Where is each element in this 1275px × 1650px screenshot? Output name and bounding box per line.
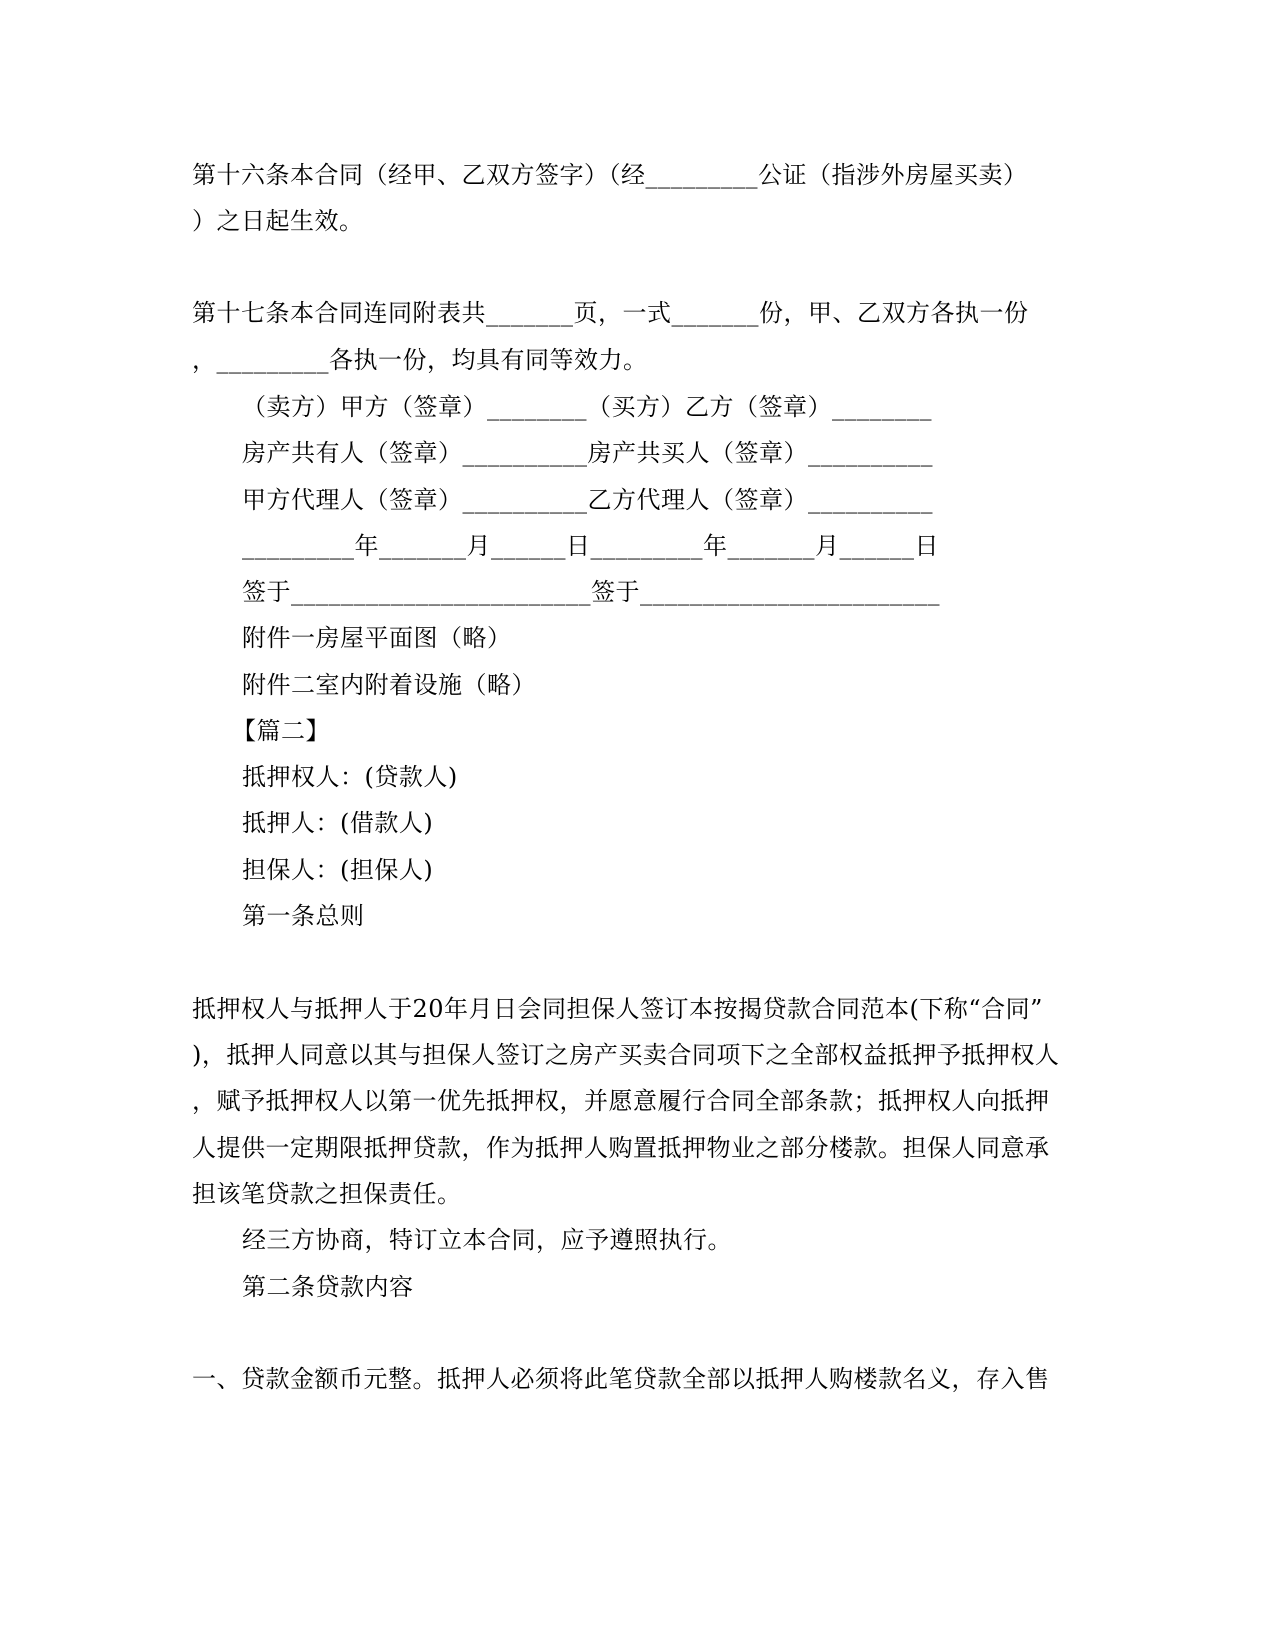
section-heading: 【篇二】 (232, 717, 330, 745)
article1-body-line-3: ，赋予抵押权人以第一优先抵押权，并愿意履行合同全部条款；抵押权人向抵押 (192, 1087, 1050, 1115)
article1-title: 第一条总则 (242, 902, 365, 930)
signature-line-parties: （卖方）甲方（签章）________（买方）乙方（签章）________ (242, 393, 932, 421)
signature-line-agents: 甲方代理人（签章）__________乙方代理人（签章）__________ (242, 486, 933, 514)
article17-line-1: 第十七条本合同连同附表共_______页，一式_______份，甲、乙双方各执一份 (192, 299, 1029, 327)
article1-body-line-1: 抵押权人与抵押人于20年月日会同担保人签订本按揭贷款合同范本(下称“合同” (192, 995, 1043, 1023)
article1-body-line-4: 人提供一定期限抵押贷款，作为抵押人购置抵押物业之部分楼款。担保人同意承 (192, 1134, 1050, 1162)
article2-item-1: 一、贷款金额币元整。抵押人必须将此笔贷款全部以抵押人购楼款名义，存入售 (192, 1365, 1050, 1393)
signature-line-co-owners: 房产共有人（签章）__________房产共买人（签章）__________ (242, 439, 933, 467)
party-guarantor: 担保人：(担保人) (242, 856, 434, 884)
attachment-floor-plan: 附件一房屋平面图（略） (242, 624, 512, 652)
article16-line-2: ）之日起生效。 (192, 207, 364, 235)
party-mortgagee: 抵押权人：(贷款人) (242, 763, 458, 791)
signature-line-places: 签于________________________签于________________________ (242, 578, 940, 606)
article2-title: 第二条贷款内容 (242, 1273, 414, 1301)
article1-body-line-5: 担该笔贷款之担保责任。 (192, 1180, 462, 1208)
article16-line-1: 第十六条本合同（经甲、乙双方签字）（经_________公证（指涉外房屋买卖） (192, 161, 1028, 189)
party-mortgagor: 抵押人：(借款人) (242, 809, 434, 837)
signature-line-dates: _________年_______月______日_________年_______月______日 (242, 532, 939, 560)
attachment-facilities: 附件二室内附着设施（略） (242, 671, 536, 699)
article17-line-2: ，_________各执一份，均具有同等效力。 (192, 346, 648, 374)
agreement-statement: 经三方协商，特订立本合同，应予遵照执行。 (242, 1226, 732, 1254)
article1-body-line-2: )，抵押人同意以其与担保人签订之房产买卖合同项下之全部权益抵押予抵押权人 (192, 1041, 1060, 1069)
